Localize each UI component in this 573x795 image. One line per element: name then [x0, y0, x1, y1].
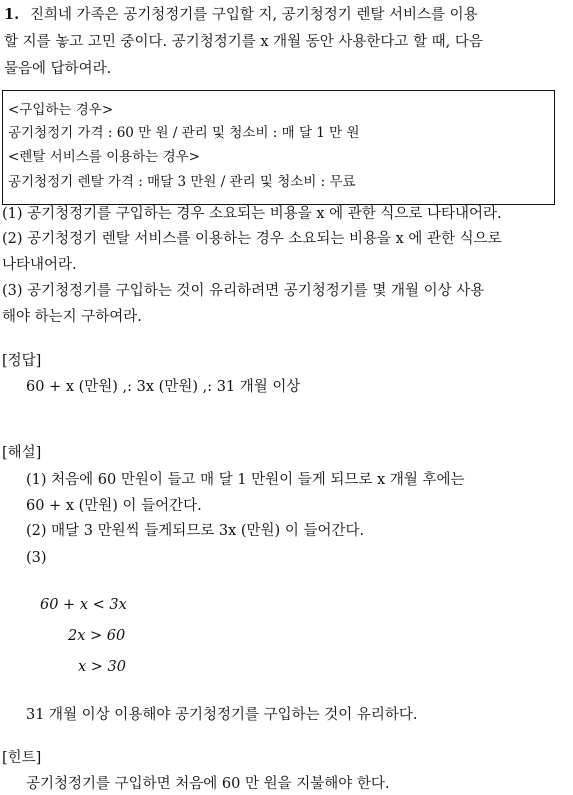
question-2-line-2: 나타내어라.	[2, 257, 77, 273]
explanation-line-1: (1) 처음에 60 만원이 들고 매 달 1 만원이 들게 되므로 x 개월 후에는	[26, 472, 465, 488]
explanation-line-3: (2) 매달 3 만원씩 들게되므로 3x (만원) 이 들어간다.	[26, 523, 365, 539]
hint-heading: [힌트]	[2, 750, 42, 766]
explanation-conclusion: 31 개월 이상 이용해야 공기청정기를 구입하는 것이 유리하다.	[26, 707, 418, 723]
answer-text: 60 + x (만원) ,: 3x (만원) ,: 31 개월 이상	[26, 379, 301, 395]
hint-text: 공기청정기를 구입하면 처음에 60 만 원을 지불해야 한다.	[26, 776, 390, 792]
answer-heading: [정답]	[2, 353, 42, 369]
intro-line-2: 할 지를 놓고 고민 중이다. 공기청정기를 x 개월 동안 사용한다고 할 때, 다음	[4, 34, 483, 50]
math-step-1: 60 + x < 3x	[40, 597, 127, 613]
intro-line-3: 물음에 답하여라.	[4, 61, 112, 77]
explanation-line-4: (3)	[26, 550, 47, 566]
math-step-3: x > 30	[78, 659, 126, 675]
box-line-rental-heading: <렌탈 서비스를 이용하는 경우>	[8, 149, 200, 165]
box-line-rental-cost: 공기청정기 렌탈 가격 : 매달 3 만원 / 관리 및 청소비 : 무료	[8, 174, 356, 190]
intro-line-1: 진희네 가족은 공기청정기를 구입할 지, 공기청정기 렌탈 서비스를 이용	[30, 7, 478, 23]
question-2-line-1: (2) 공기청정기 렌탈 서비스를 이용하는 경우 소요되는 비용을 x 에 관한 식으로	[2, 231, 502, 247]
box-line-purchase-cost: 공기청정기 가격 : 60 만 원 / 관리 및 청소비 : 매 달 1 만 원	[8, 125, 360, 141]
math-step-2: 2x > 60	[68, 628, 126, 644]
question-3-line-2: 해야 하는지 구하여라.	[2, 309, 142, 325]
question-3-line-1: (3) 공기청정기를 구입하는 것이 유리하려면 공기청정기를 몇 개월 이상 사용	[2, 283, 485, 299]
box-line-purchase-heading: <구입하는 경우>	[8, 102, 114, 118]
question-1: (1) 공기청정기를 구입하는 경우 소요되는 비용을 x 에 관한 식으로 나타내어라.	[2, 206, 502, 222]
explanation-line-2: 60 + x (만원) 이 들어간다.	[26, 498, 202, 514]
problem-number: 1.	[4, 6, 20, 23]
explanation-heading: [해설]	[2, 445, 42, 461]
